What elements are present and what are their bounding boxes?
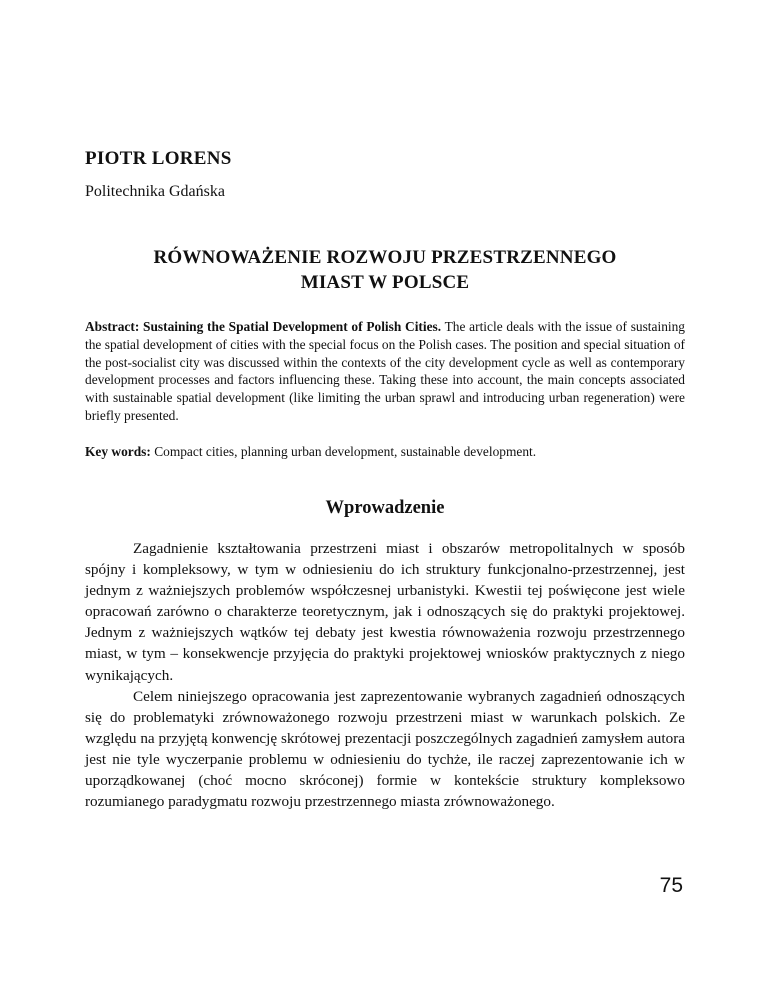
section-body: [85, 538, 685, 812]
abstract: [85, 318, 685, 425]
abstract-label: Abstract: Sustaining the Spatial Development of Polish Cities.: [85, 319, 442, 334]
author-affiliation: Politechnika Gdańska: [85, 183, 225, 200]
article-title-line-1: RÓWNOWAŻENIE ROZWOJU PRZESTRZENNEGO: [153, 247, 617, 268]
author-name: PIOTR LORENS: [85, 148, 232, 169]
section-heading: Wprowadzenie: [325, 498, 445, 518]
article-title-line-2: MIAST W POLSCE: [300, 272, 470, 293]
body-paragraph: Celem niniejszego opracowania jest zaprezentowanie wybranych zagadnień odnoszących się do problematyki zrównoważonego rozwoju przestrzeni miast w warunkach polskich. Ze względu na przyjętą konwencję skrótowej prezentacji poszczególnych zagadnień zamysłem autora jest nie tyle wyczerpanie problemu w odniesieniu do tychże, ile raczej zaprezentowanie ich w uporządkowanej (choć mocno skróconej) formie w kontekście struktury kompleksowo rozumianego paradygmatu rozwoju przestrzennego miasta zrównoważonego.: [85, 687, 685, 811]
keywords-text: Compact cities, planning urban development, sustainable development.: [150, 444, 537, 459]
keywords: [85, 443, 685, 461]
article-title: [85, 245, 685, 295]
keywords-label: Key words:: [85, 444, 151, 459]
body-paragraph: Zagadnienie kształtowania przestrzeni miast i obszarów metropolitalnych w sposób spójny i kompleksowy, w tym w odniesieniu do ich struktury funkcjonalno-przestrzennej, jest jednym z ważniejszych problemów współczesnej urbanistyki. Kwestii tej poświęcone jest wiele opracowań zarówno o charakterze teoretycznym, jak i odnoszących się do praktyki projektowej. Jednym z ważniejszych wątków tej debaty jest kwestia równoważenia rozwoju przestrzennego miast, w tym – konsekwencje przyjęcia do praktyki projektowej wniosków praktycznych z niego wynikających.: [85, 540, 685, 684]
abstract-text: The article deals with the issue of sustaining the spatial development of cities with the special focus on the Polish cases. The position and special situation of the post-socialist city was discussed within the contexts of the city development cycle as well as contemporary development processes and factors influencing these. Taking these into account, the main concepts associated with sustainable spatial development (like limiting the urban sprawl and introducing urban regeneration) were briefly presented.: [85, 319, 685, 423]
page-number: 75: [659, 874, 683, 897]
